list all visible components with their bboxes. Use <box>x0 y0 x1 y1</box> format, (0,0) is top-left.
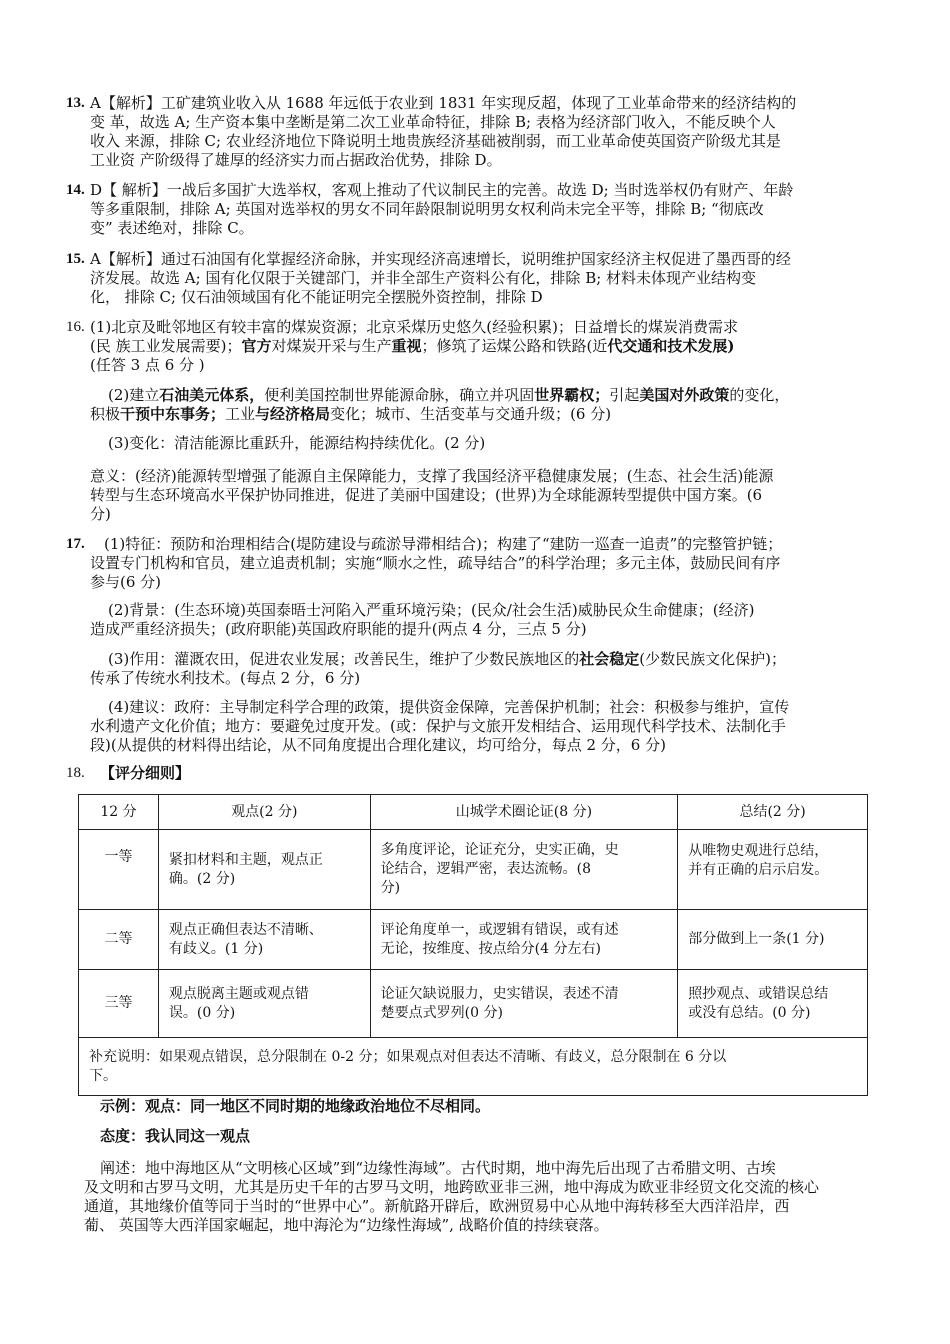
question-17-part-4 <box>90 698 880 755</box>
text-line: 段)(从提供的材料得出结论，从不同角度提出合理化建议，均可给分，每点 2 分，6 分) <box>90 736 666 754</box>
text-line: (民 族工业发展需要)；官方对煤炭开采与生产重视；修筑了运煤公路和铁路(近代交通和技术发展) <box>90 337 735 355</box>
argument-cell: 评论角度单一，或逻辑有错误，或有述 无论，按维度、按点给分(4 分左右) <box>370 910 678 970</box>
question-14-text <box>90 181 880 238</box>
text-line: (1)特征：预防和治理相结合(堤防建设与疏淤导滞相结合)；构建了“建防一巡查一追责”的完整管护链； <box>104 535 783 553</box>
summary-cell: 照抄观点、或错误总结 或没有总结。(0 分) <box>678 970 868 1038</box>
table-header-cell: 12 分 <box>79 795 159 830</box>
text-line: 设置专门机构和官员，建立追责机制；实施“顺水之性，疏导结合”的科学治理；多元主体，鼓励民间有序 <box>90 554 781 572</box>
text-line: (任答 3 点 6 分 ) <box>90 356 205 374</box>
view-cell: 紧扣材料和主题，观点正 确。(2 分) <box>158 830 370 910</box>
question-number: 13. <box>66 95 85 111</box>
text-line: 转型与生态环境高水平保护协同推进，促进了美丽中国建设；(世界)为全球能源转型提供中国方案。(6 <box>90 486 763 504</box>
text-line: (4)建议：政府：主导制定科学合理的政策，提供资金保障，完善保护机制；社会：积极参与维护，宣传 <box>108 698 790 716</box>
table-row <box>79 830 868 910</box>
text-line: (3)变化：清洁能源比重跃升，能源结构持续优化。(2 分) <box>108 434 486 452</box>
text-line: 及文明和古罗马文明，尤其是历史千年的古罗马文明，地跨欧亚非三洲，地中海成为欧亚非经贸文化交流的核心 <box>84 1178 820 1196</box>
question-number: 15. <box>66 251 85 267</box>
question-17-part-1 <box>90 535 880 592</box>
text-line: 收入 来源，排除 C; 农业经济地位下降说明土地贵族经济基础被削弱，而工业革命使英国资产阶级尤其是 <box>90 132 781 150</box>
summary-cell: 部分做到上一条(1 分) <box>678 910 868 970</box>
text-line: (3)作用：灌溉农田，促进农业发展；改善民生，维护了少数民族地区的社会稳定(少数民族文化保护)； <box>108 650 786 668</box>
text-line: 变” 表述绝对，排除 C。 <box>90 219 254 237</box>
question-number: 18. <box>66 765 85 781</box>
question-16-part-2 <box>90 386 880 424</box>
question-number: 14. <box>66 182 85 198</box>
supplementary-note: 补充说明：如果观点错误，总分限制在 0-2 分；如果观点对但表达不清晰、有歧义，总分限制在 6 分以 下。 <box>79 1038 868 1096</box>
text-line: 阐述：地中海地区从“文明核心区域”到“边缘性海域”。古代时期，地中海先后出现了古希腊文明、古埃 <box>100 1159 776 1177</box>
question-17-part-2 <box>90 601 880 639</box>
text-line: A【解析】工矿建筑业收入从 1688 年远低于农业到 1831 年实现反超，体现了工业革命带来的经济结构的 <box>90 94 797 112</box>
question-17-part-3 <box>90 650 880 688</box>
grade-cell: 三等 <box>79 970 159 1038</box>
question-13-text <box>90 94 880 170</box>
text-line: 济发展。故选 A; 国有化仅限于关键部门，并非全部生产资料公有化，排除 B; 材料未体现产业结构变 <box>90 269 757 287</box>
text-line: 分) <box>90 505 111 523</box>
text-line: (2)建立石油美元体系，便利美国控制世界能源命脉，确立并巩固世界霸权；引起美国对外政策的变化， <box>108 386 790 404</box>
grade-cell: 二等 <box>79 910 159 970</box>
text-line: 等多重限制，排除 A; 英国对选举权的男女不同年龄限制说明男女权利尚未完全平等，排除 B; “彻底改 <box>90 200 764 218</box>
question-number: 17. <box>66 536 85 552</box>
text-line: D【 解析】一战后多国扩大选举权，客观上推动了代议制民主的完善。故选 D; 当时选举权仍有财产、年龄 <box>90 181 794 199</box>
text-line: 造成严重经济损失；(政府职能)英国政府职能的提升(两点 4 分，三点 5 分) <box>90 620 587 638</box>
example-view: 示例：观点：同一地区不同时期的地缘政治地位不尽相同。 <box>100 1097 491 1115</box>
text-line: 传承了传统水利技术。(每点 2 分，6 分) <box>90 669 361 687</box>
text-line: 化， 排除 C; 仅石油领域国有化不能证明完全摆脱外资控制，排除 D <box>90 288 543 306</box>
text-line: 葡、 英国等大西洋国家崛起，地中海沦为“边缘性海域”, 战略价值的持续衰落。 <box>84 1216 609 1234</box>
text-line: 参与(6 分) <box>90 573 162 591</box>
summary-cell: 从唯物史观进行总结， 并有正确的启示启发。 <box>678 830 868 910</box>
question-16-part-3 <box>108 434 880 453</box>
table-row <box>79 970 868 1038</box>
text-line: 工业资 产阶级得了雄厚的经济实力而占据政治优势，排除 D。 <box>90 151 502 169</box>
view-cell: 观点正确但表达不清晰、 有歧义。(1 分) <box>158 910 370 970</box>
text-line: A【解析】通过石油国有化掌握经济命脉，并实现经济高速增长，说明维护国家经济主权促进了墨西哥的经 <box>90 250 791 268</box>
grade-cell: 一等 <box>79 830 159 910</box>
table-note-row <box>79 1038 868 1096</box>
text-line: 意义：(经济)能源转型增强了能源自主保障能力，支撑了我国经济平稳健康发展；(生态、社会生活)能源 <box>90 467 774 485</box>
text-line: 通道，其地缘价值等同于当时的“世界中心”。新航路开辟后，欧洲贸易中心从地中海转移至大西洋沿岸，西 <box>84 1197 790 1215</box>
question-16-part-1 <box>90 318 880 375</box>
view-cell: 观点脱离主题或观点错 误。(0 分) <box>158 970 370 1038</box>
table-row <box>79 910 868 970</box>
argument-cell: 论证欠缺说服力，史实错误，表述不清 楚要点式罗列(0 分) <box>370 970 678 1038</box>
text-line: (1)北京及毗邻地区有较丰富的煤炭资源；北京采煤历史悠久(经验积累)；日益增长的煤炭消费需求 <box>90 318 738 336</box>
question-16-significance <box>90 467 880 524</box>
table-header-cell: 观点(2 分) <box>158 795 370 830</box>
text-line: 积极干预中东事务；工业与经济格局变化；城市、生活变革与交通升级；(6 分) <box>90 405 612 423</box>
question-15-text <box>90 250 880 307</box>
table-header-row <box>79 795 868 830</box>
example-attitude: 态度：我认同这一观点 <box>100 1127 251 1145</box>
scoring-table <box>78 794 868 1096</box>
argument-cell: 多角度评论，论证充分，史实正确，史 论结合，逻辑严密，表达流畅。(8 分) <box>370 830 678 910</box>
example-argument <box>84 1159 880 1235</box>
table-header-cell: 山城学术圈论证(8 分) <box>370 795 678 830</box>
question-number: 16. <box>66 319 85 335</box>
table-header-cell: 总结(2 分) <box>678 795 868 830</box>
scoring-heading: 【评分细则】 <box>100 764 191 782</box>
text-line: 变 革，故选 A; 生产资本集中垄断是第二次工业革命特征，排除 B; 表格为经济部门收入，不能反映个人 <box>90 113 776 131</box>
text-line: 水利遗产文化价值；地方：要避免过度开发。(或：保护与文旅开发相结合、运用现代科学技术、法制化手 <box>90 717 786 735</box>
text-line: (2)背景：(生态环境)英国泰晤士河陷入严重环境污染；(民众/社会生活)威胁民众生命健康；(经济) <box>108 601 755 619</box>
